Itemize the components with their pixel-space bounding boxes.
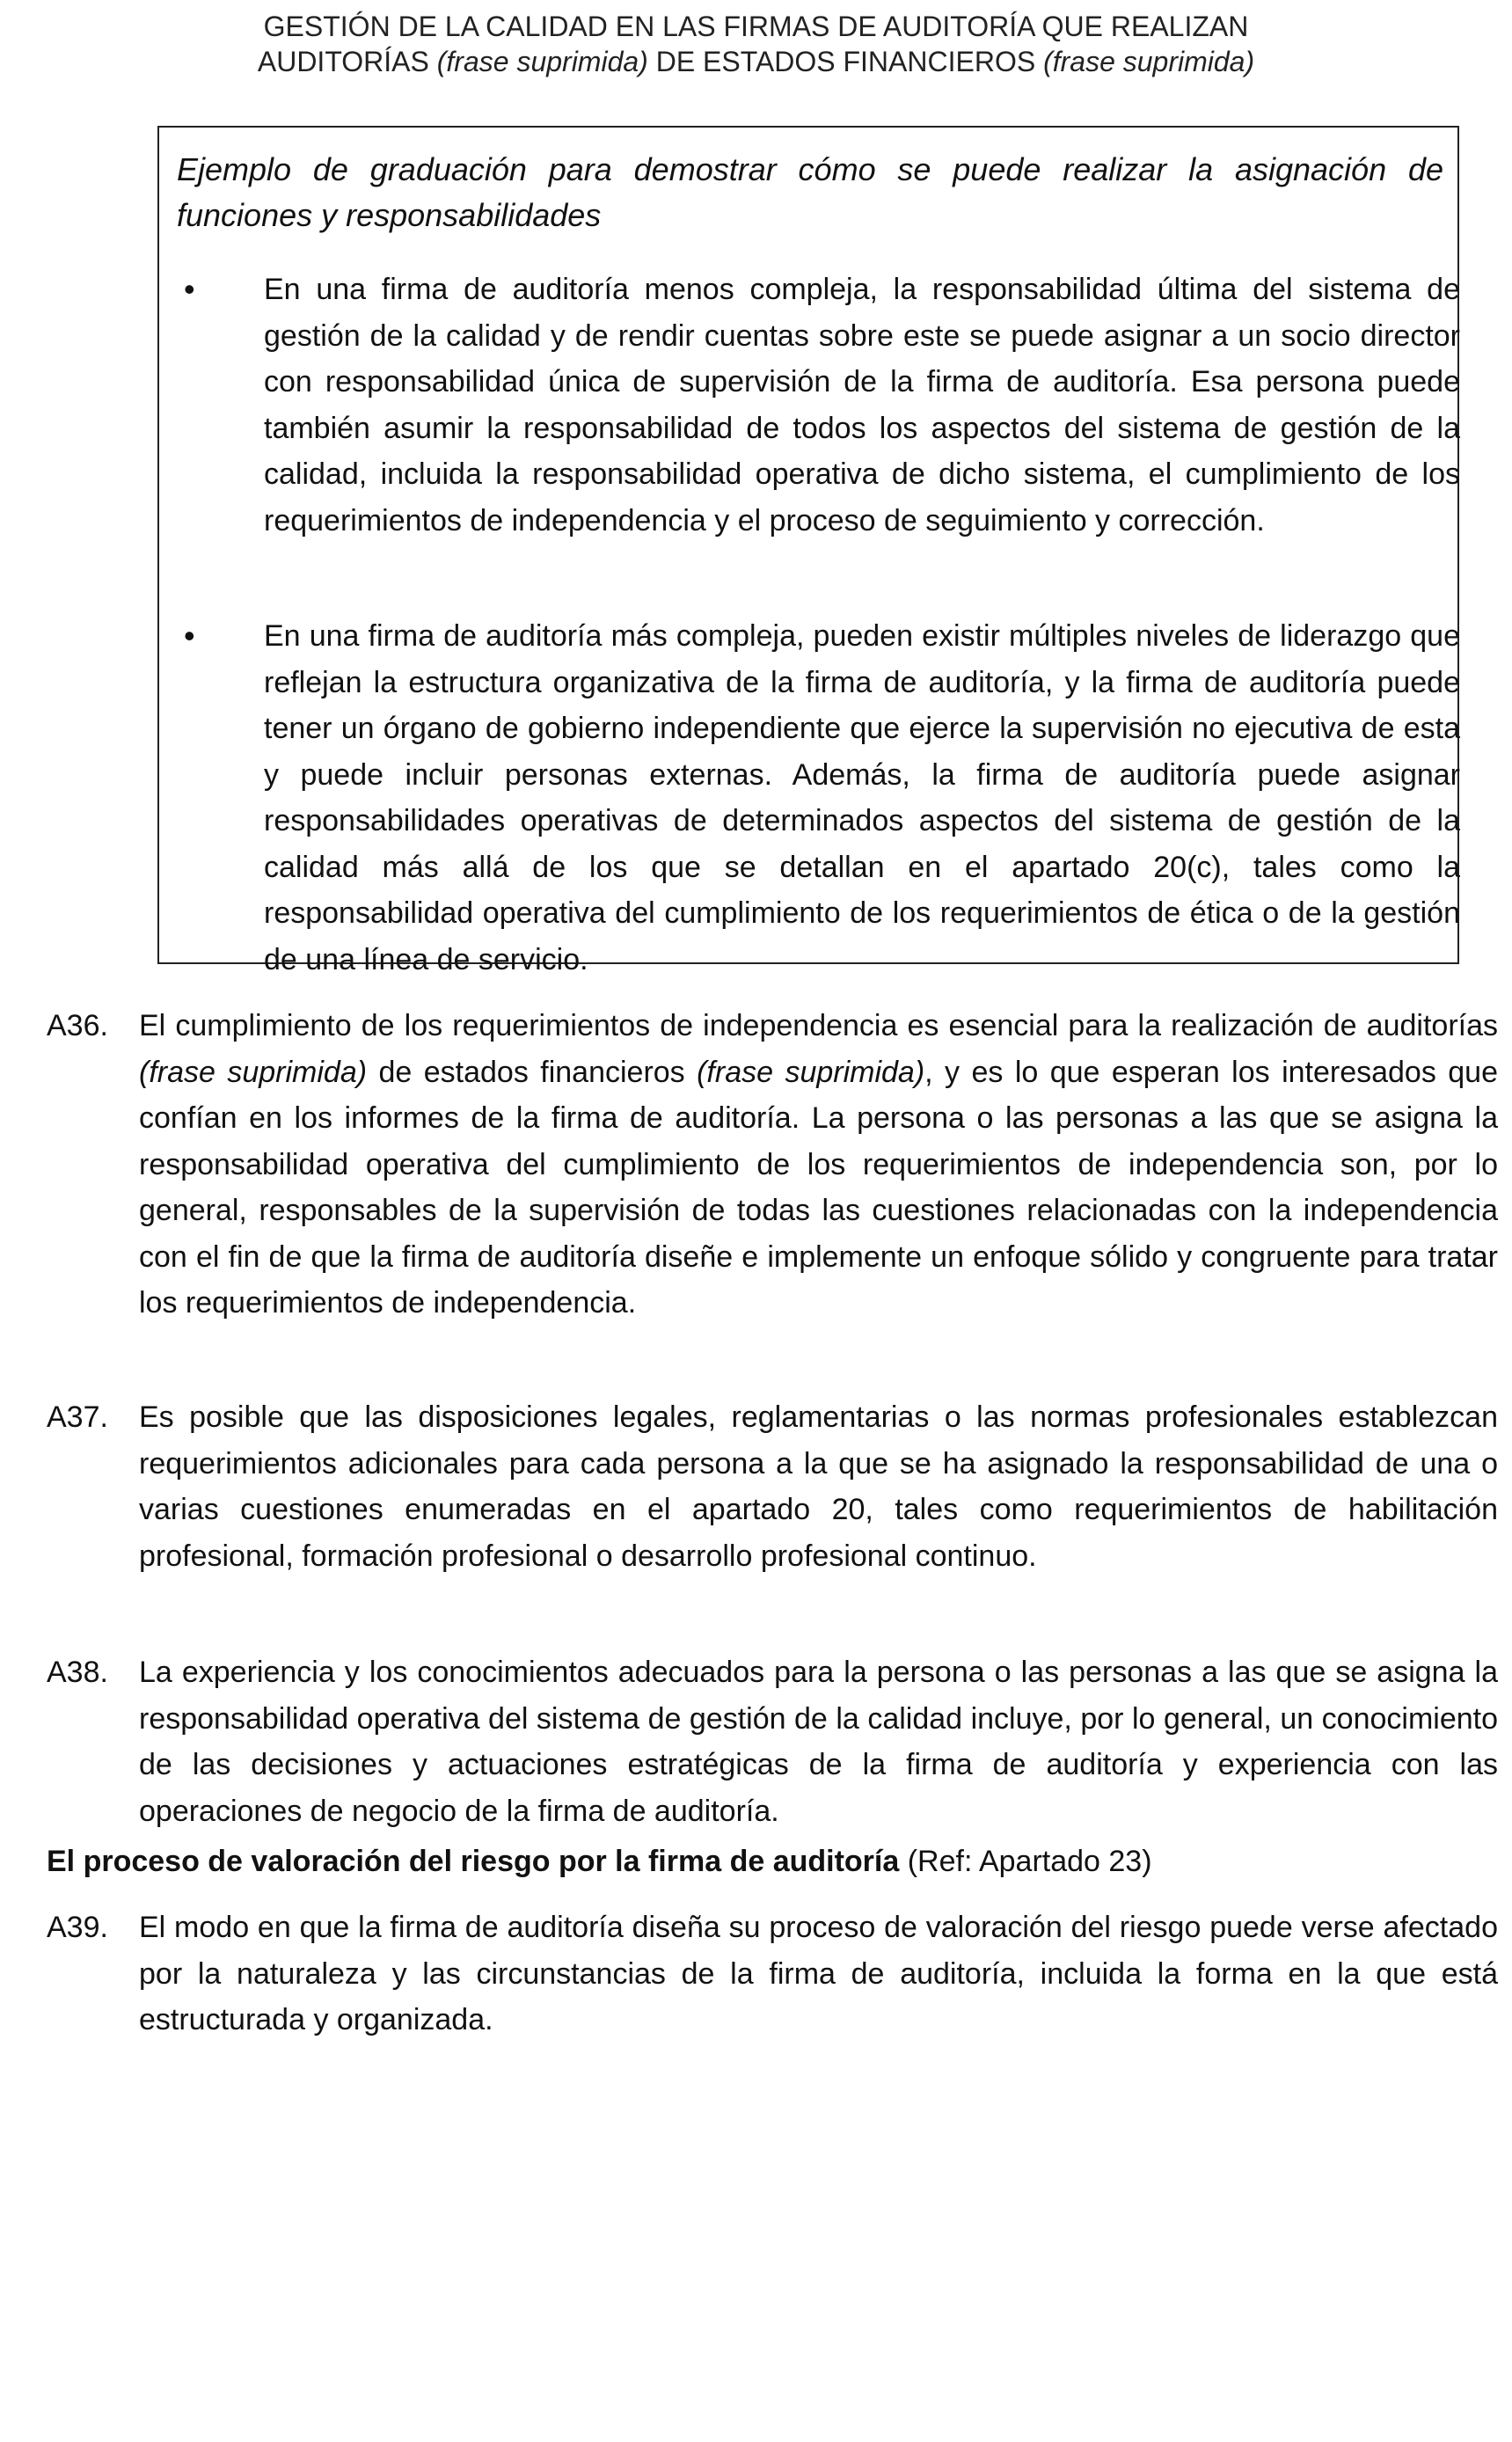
- section-heading-title: El proceso de valoración del riesgo por la firma de auditoría: [47, 1845, 900, 1878]
- paragraph-number: A38.: [47, 1656, 108, 1689]
- example-title: Ejemplo de graduación para demostrar cómo se puede realizar la asignación de funciones y responsabilidades: [177, 151, 1443, 233]
- section-heading-reference: (Ref: Apartado 23): [899, 1845, 1152, 1878]
- header-text: AUDITORÍAS: [257, 46, 437, 77]
- header-text: DE ESTADOS FINANCIEROS: [647, 46, 1044, 77]
- paragraph-text: [139, 1003, 1498, 1327]
- bullet-text: En una firma de auditoría más compleja, pueden existir múltiples niveles de liderazgo que reflejan la estructura organizativa de la firma de auditoría, y la firma de auditoría puede tener un órgano de gobierno independiente que ejerce la supervisión no ejecutiva de esta y puede incluir personas externas. Además, la firma de auditoría puede asignar responsabilidades operativas de determinados aspectos del sistema de gestión de la calidad más allá de los que se detallan en el apartado 20(c), tales como la responsabilidad operativa del cumplimiento de los requerimientos de ética o de la gestión de una línea de servicio.: [264, 619, 1460, 976]
- bullet-text: En una firma de auditoría menos compleja, la responsabilidad última del sistema de gestión de la calidad y de rendir cuentas sobre este se puede asignar a un socio director con responsabilidad única de supervisión de la firma de auditoría. Esa persona puede también asumir la responsabilidad de todos los aspectos del sistema de gestión de la calidad, incluida la responsabilidad operativa de dicho sistema, el cumplimiento de los requerimientos de independencia y el proceso de seguimiento y corrección.: [264, 273, 1460, 537]
- text-run: , y es lo que esperan los interesados que confían en los informes de la firma de auditoría. La persona o las personas a las que se asigna la responsabilidad operativa del cumplimiento de los requerimientos de independencia son, por lo general, responsables de la supervisión de todas las cuestiones relacionadas con la independencia con el fin de que la firma de auditoría diseñe e implemente un enfoque sólido y congruente para tratar los requerimientos de independencia.: [139, 1055, 1498, 1320]
- section-heading: [47, 1839, 1454, 1884]
- text-run: El cumplimiento de los requerimientos de independencia es esencial para la realización de auditorías: [139, 1009, 1498, 1042]
- text-run: de estados financieros: [367, 1055, 698, 1089]
- paragraph-text: El modo en que la firma de auditoría diseña su proceso de valoración del riesgo puede verse afectado por la naturaleza y las circunstancias de la firma de auditoría, incluida la forma en la que está estructurada y organizada.: [139, 1911, 1498, 2036]
- header-suppressed-phrase: (frase suprimida): [436, 46, 648, 77]
- suppressed-phrase: (frase suprimida): [139, 1055, 368, 1089]
- bullet-marker: •: [184, 271, 195, 307]
- paragraph-number: A36.: [47, 1009, 108, 1042]
- paragraph-number: A39.: [47, 1911, 108, 1944]
- header-suppressed-phrase: (frase suprimida): [1043, 46, 1255, 77]
- bullet-marker: •: [184, 618, 195, 654]
- page-header: [0, 9, 1512, 79]
- paragraph-number: A37.: [47, 1400, 108, 1434]
- paragraph-text: La experiencia y los conocimientos adecuados para la persona o las personas a las que se asigna la responsabilidad operativa del sistema de gestión de la calidad incluye, por lo general, un conocimiento de las decisiones y actuaciones estratégicas de la firma de auditoría y experiencia con las operaciones de negocio de la firma de auditoría.: [139, 1656, 1498, 1828]
- example-box: [157, 126, 1460, 976]
- header-line-1: GESTIÓN DE LA CALIDAD EN LAS FIRMAS DE AUDITORÍA QUE REALIZAN: [263, 11, 1249, 42]
- paragraph-text: Es posible que las disposiciones legales, reglamentarias o las normas profesionales establezcan requerimientos adicionales para cada persona a la que se ha asignado la responsabilidad de una o varias cuestiones enumeradas en el apartado 20, tales como requerimientos de habilitación profesional, formación profesional o desarrollo profesional continuo.: [139, 1400, 1498, 1573]
- suppressed-phrase: (frase suprimida): [697, 1055, 925, 1089]
- header-line-2: [0, 44, 1512, 79]
